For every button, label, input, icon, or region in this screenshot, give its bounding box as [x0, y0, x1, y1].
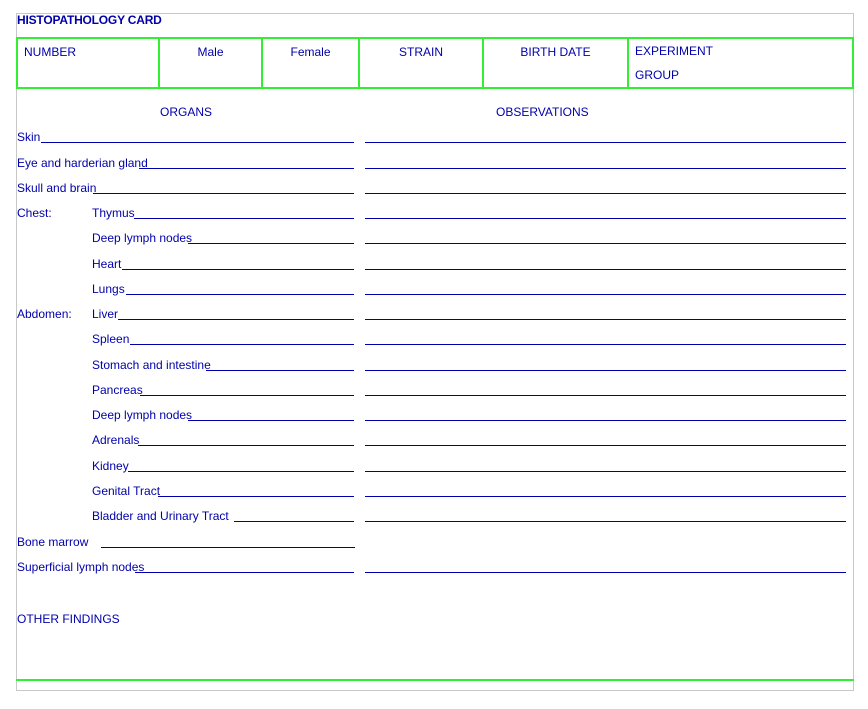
observation-line[interactable] — [365, 193, 846, 194]
observation-line[interactable] — [365, 168, 846, 169]
organ-label: Spleen — [92, 332, 130, 346]
organ-blank-line[interactable] — [138, 445, 354, 446]
organ-row-lungs[interactable] — [92, 281, 357, 297]
organ-label: Eye and harderian gland — [17, 156, 148, 170]
observation-line[interactable] — [365, 496, 846, 497]
organ-blank-line[interactable] — [188, 243, 354, 244]
organ-blank-line[interactable] — [41, 142, 354, 143]
organ-blank-line[interactable] — [126, 294, 354, 295]
organ-label: Superficial lymph nodes — [17, 560, 145, 574]
organ-row-deep-lymph-abdomen[interactable] — [92, 407, 357, 423]
organ-label: Heart — [92, 257, 122, 271]
organ-row-heart[interactable] — [92, 256, 357, 272]
organ-blank-line[interactable] — [93, 193, 354, 194]
organ-row-kidney[interactable] — [92, 458, 357, 474]
organ-label: Skin — [17, 130, 41, 144]
organ-row-spleen[interactable] — [92, 331, 357, 347]
chest-group-label: Chest: — [17, 206, 52, 220]
organ-blank-line[interactable] — [188, 420, 354, 421]
card-frame — [16, 13, 854, 691]
organ-label: Liver — [92, 307, 119, 321]
strain-cell[interactable]: STRAIN — [360, 39, 484, 87]
organ-blank-line[interactable] — [122, 269, 354, 270]
card-title: HISTOPATHOLOGY CARD — [17, 13, 162, 27]
organ-label: Deep lymph nodes — [92, 408, 193, 422]
organ-row-bladder[interactable] — [92, 508, 357, 524]
organ-label: Lungs — [92, 282, 125, 296]
organ-label: Adrenals — [92, 433, 140, 447]
organ-row-superficial-lymph[interactable] — [17, 559, 357, 575]
organ-row-pancreas[interactable] — [92, 382, 357, 398]
organ-blank-line[interactable] — [134, 218, 354, 219]
observation-line[interactable] — [365, 370, 846, 371]
organ-label: Thymus — [92, 206, 135, 220]
birth-date-cell[interactable]: BIRTH DATE — [484, 39, 629, 87]
organ-row-liver[interactable] — [92, 306, 357, 322]
observation-line[interactable] — [365, 572, 846, 573]
observation-line[interactable] — [365, 395, 846, 396]
experiment-group-cell[interactable] — [629, 39, 852, 87]
organ-label: Genital Tract — [92, 484, 161, 498]
organs-heading: ORGANS — [160, 105, 213, 119]
observation-line[interactable] — [365, 294, 846, 295]
observation-line[interactable] — [365, 269, 846, 270]
observations-heading: OBSERVATIONS — [496, 105, 589, 119]
organ-blank-line[interactable] — [135, 572, 354, 573]
organ-blank-line[interactable] — [118, 319, 354, 320]
observation-line[interactable] — [365, 142, 846, 143]
organ-row-genital[interactable] — [92, 483, 357, 499]
observation-line[interactable] — [365, 218, 846, 219]
organ-blank-line[interactable] — [130, 344, 354, 345]
abdomen-group-label: Abdomen: — [17, 307, 72, 321]
observation-line[interactable] — [365, 243, 846, 244]
observation-line[interactable] — [365, 445, 846, 446]
observation-line[interactable] — [365, 521, 846, 522]
group-label: GROUP — [635, 68, 680, 82]
organ-label: Kidney — [92, 459, 129, 473]
organ-blank-line[interactable] — [128, 471, 354, 472]
other-findings-label: OTHER FINDINGS — [17, 612, 120, 626]
bottom-border-line — [16, 679, 854, 681]
observation-line[interactable] — [365, 319, 846, 320]
organ-label: Stomach and intestine — [92, 358, 211, 372]
experiment-label: EXPERIMENT — [635, 44, 714, 58]
organ-row-skull[interactable] — [17, 180, 357, 196]
organ-label: Bone marrow — [17, 535, 89, 549]
header-table — [16, 37, 854, 89]
organ-row-skin[interactable] — [17, 129, 357, 145]
observation-line[interactable] — [365, 471, 846, 472]
organ-blank-line[interactable] — [206, 370, 354, 371]
organ-row-bone-marrow[interactable] — [17, 534, 357, 550]
organ-label: Bladder and Urinary Tract — [92, 509, 229, 523]
organ-row-stomach[interactable] — [92, 357, 357, 373]
organ-label: Pancreas — [92, 383, 143, 397]
female-cell[interactable]: Female — [263, 39, 360, 87]
organ-row-deep-lymph-chest[interactable] — [92, 230, 357, 246]
observation-line[interactable] — [365, 344, 846, 345]
observation-line[interactable] — [365, 420, 846, 421]
organ-row-eye[interactable] — [17, 155, 357, 171]
organ-blank-line[interactable] — [158, 496, 354, 497]
organ-blank-line[interactable] — [234, 521, 354, 522]
organ-blank-line[interactable] — [140, 395, 354, 396]
organ-label: Skull and brain — [17, 181, 97, 195]
organ-label: Deep lymph nodes — [92, 231, 193, 245]
organ-row-thymus[interactable] — [92, 205, 357, 221]
organ-row-adrenals[interactable] — [92, 432, 357, 448]
number-cell[interactable]: NUMBER — [18, 39, 160, 87]
organ-blank-line[interactable] — [101, 547, 355, 548]
male-cell[interactable]: Male — [160, 39, 263, 87]
organ-blank-line[interactable] — [139, 168, 354, 169]
